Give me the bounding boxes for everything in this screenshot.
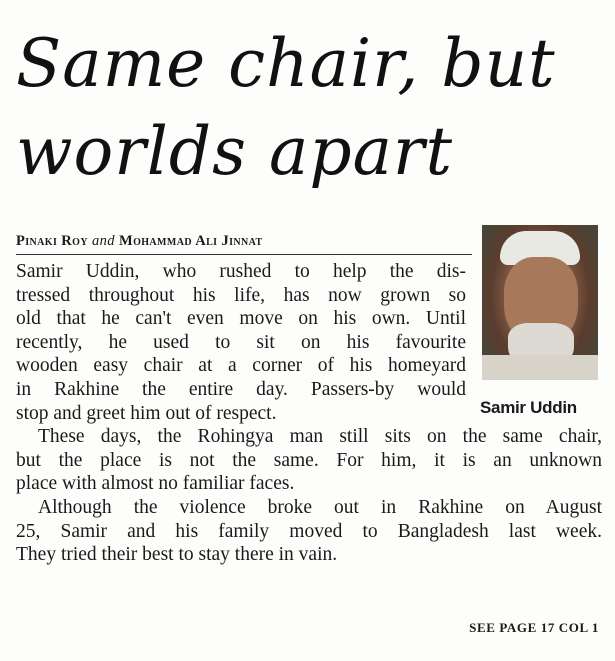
jump-line: SEE PAGE 17 COL 1 — [469, 620, 599, 635]
headline — [16, 20, 606, 196]
body-line: but the place is not the same. For him, it is an unknown — [16, 449, 602, 471]
byline-row — [16, 232, 472, 255]
body-line: tressed throughout his life, has now grown so — [16, 284, 466, 306]
byline — [16, 233, 263, 249]
body-line: wooden easy chair at a corner of his homeyard — [16, 355, 466, 377]
body-line: recently, he used to sit on his favourite — [16, 331, 466, 353]
article-body — [16, 260, 602, 567]
byline-author: Pinaki Roy — [16, 233, 88, 249]
body-line: Samir Uddin, who rushed to help the dis- — [16, 261, 466, 282]
paragraph — [16, 425, 602, 496]
body-line: They tried their best to stay there in vain. — [16, 544, 338, 566]
body-line: place with almost no familiar faces. — [16, 473, 295, 495]
body-line: 25, Samir and his family moved to Bangladesh last week. — [16, 520, 602, 542]
byline-author: Mohammad Ali Jinnat — [118, 233, 263, 249]
paragraph — [16, 496, 602, 567]
photo-caption: Samir Uddin — [480, 398, 577, 417]
body-line: in Rakhine the entire day. Passers-by would — [16, 378, 466, 400]
byline-connector: and — [92, 233, 115, 249]
body-line: Although the violence broke out in Rakhine on August — [38, 496, 602, 518]
body-line: These days, the Rohingya man still sits on the same chair, — [38, 426, 602, 448]
body-line: old that he can't even move on his own. Until — [16, 308, 466, 330]
body-line: stop and greet him out of respect. — [16, 402, 277, 424]
headline-line: Same chair, but — [16, 25, 556, 102]
paragraph — [16, 260, 602, 425]
headline-line: worlds apart — [16, 113, 454, 190]
